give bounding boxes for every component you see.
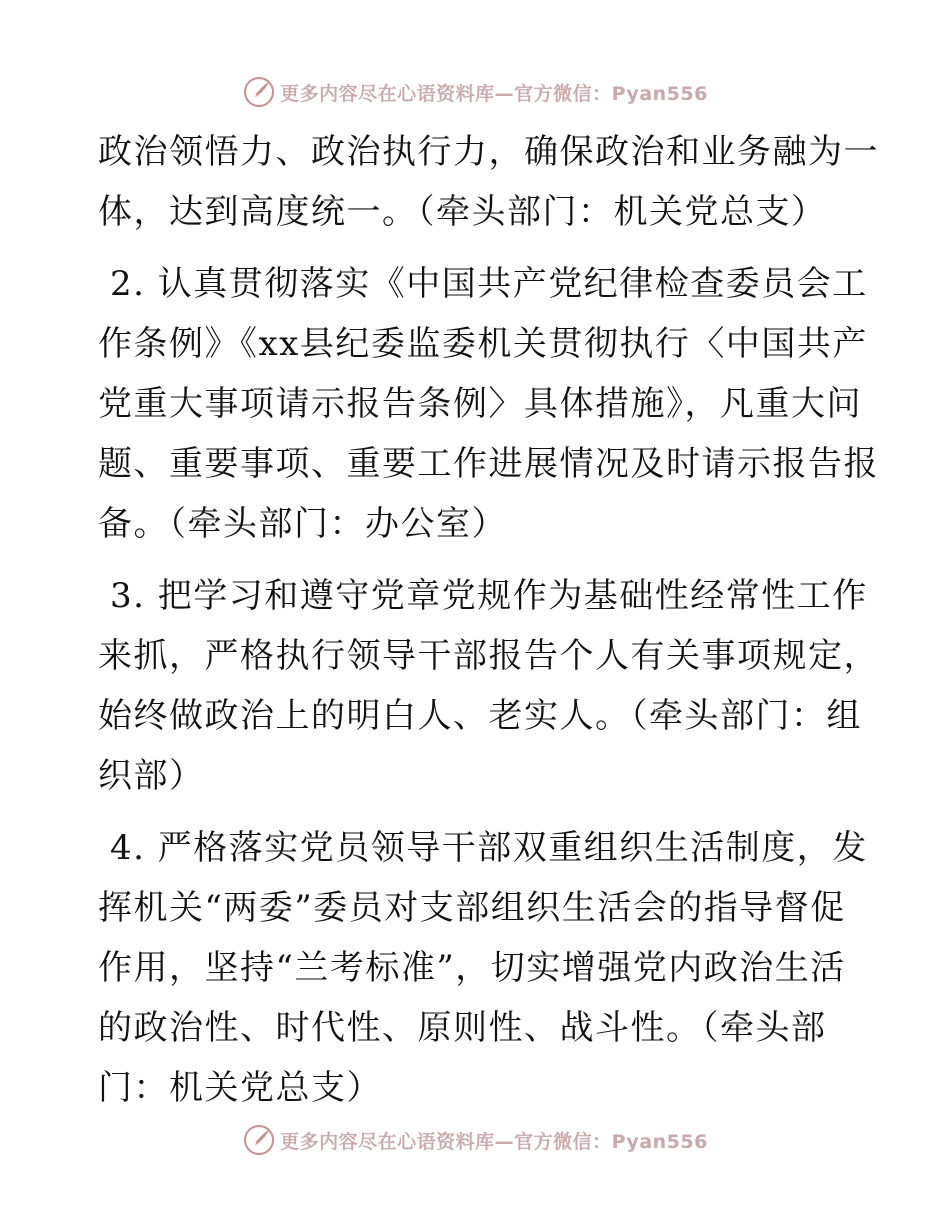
paragraph-2	[98, 254, 879, 554]
text-line: 始终做政治上的明白人、老实人。（牵头部门：组	[98, 696, 862, 736]
text-line: 挥机关“两委”委员对支部组织生活会的指导督促	[98, 888, 846, 928]
text-line: 党重大事项请示报告条例〉具体措施》，凡重大问	[98, 384, 862, 424]
text-line: 来抓，严格执行领导干部报告个人有关事项规定，	[98, 636, 879, 676]
document-body	[98, 122, 879, 1118]
text-line: 2. 认真贯彻落实《中国共产党纪律检查委员会工	[110, 264, 868, 304]
text-line: 作条例》《xx县纪委监委机关贯彻执行〈中国共产	[98, 324, 868, 364]
footer-watermark-text: 更多内容尽在心语资料库—官方微信：Pyan556	[280, 1130, 708, 1153]
header-watermark-banner	[0, 72, 950, 112]
paragraph-1	[98, 122, 879, 242]
footer-watermark-banner	[0, 1120, 950, 1160]
text-line: 的政治性、时代性、原则性、战斗性。（牵头部	[98, 1008, 827, 1048]
feather-pen-logo-icon	[242, 1123, 276, 1157]
paragraph-3	[98, 566, 879, 806]
text-line: 4. 严格落实党员领导干部双重组织生活制度，发	[110, 828, 868, 868]
text-line: 题、重要事项、重要工作进展情况及时请示报告报	[98, 444, 879, 484]
header-watermark-text: 更多内容尽在心语资料库—官方微信：Pyan556	[280, 82, 708, 105]
text-line: 政治领悟力、政治执行力，确保政治和业务融为一	[98, 132, 879, 172]
text-line: 备。（牵头部门：办公室）	[98, 504, 507, 544]
text-line: 织部）	[98, 756, 205, 796]
text-line: 体，达到高度统一。（牵头部门：机关党总支）	[98, 192, 827, 232]
paragraph-4	[98, 818, 868, 1118]
feather-pen-logo-icon	[242, 75, 276, 109]
text-line: 3. 把学习和遵守党章党规作为基础性经常性工作	[110, 576, 868, 616]
text-line: 门：机关党总支）	[98, 1068, 382, 1108]
text-line: 作用，坚持“兰考标准”，切实增强党内政治生活	[98, 948, 846, 988]
